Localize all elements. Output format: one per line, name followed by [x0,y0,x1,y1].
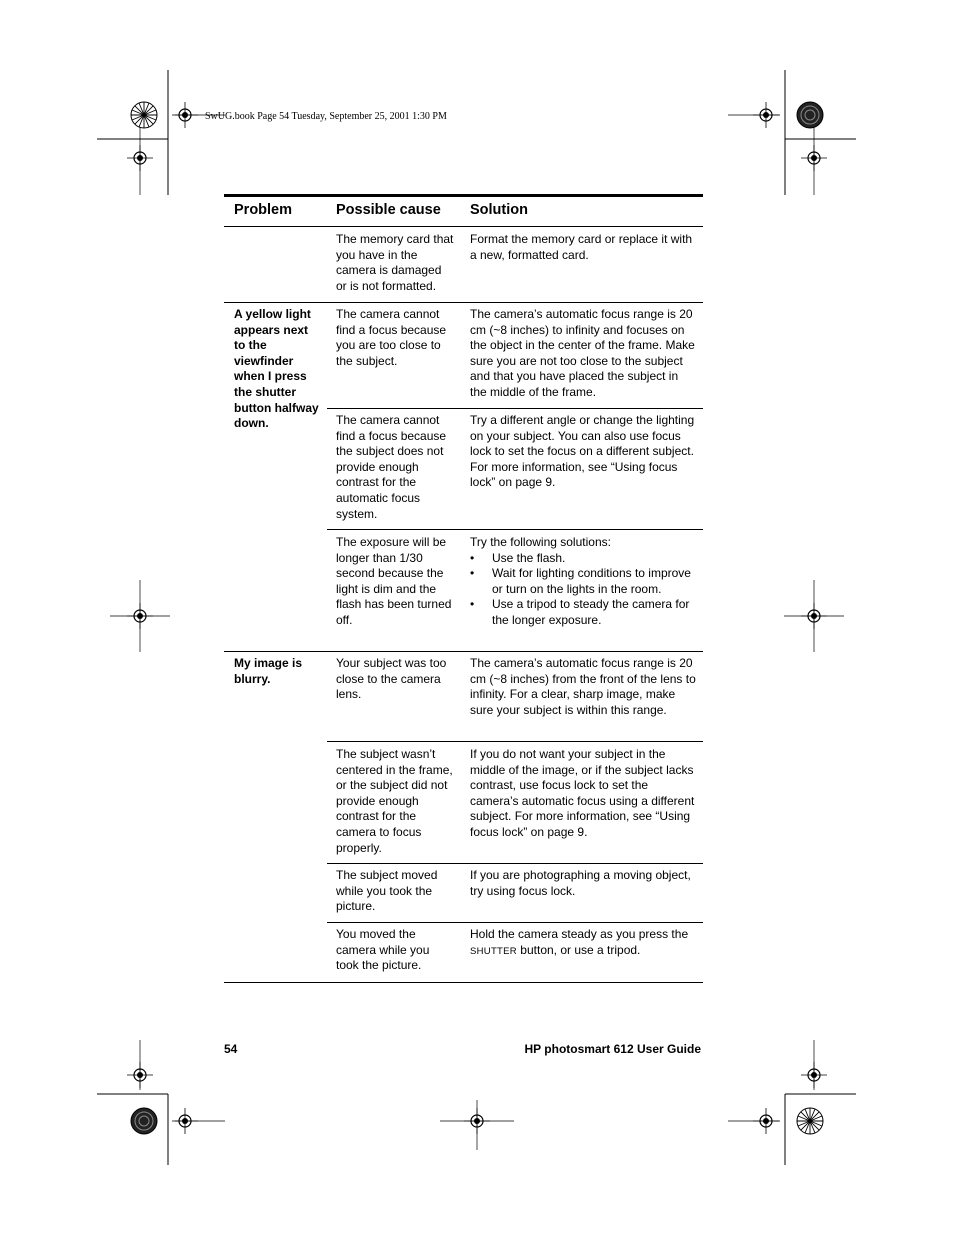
cause-cell: The camera cannot find a focus because you are too close to the subject. [336,307,447,368]
table-bottom-rule [224,982,703,983]
solution-text: Hold the camera steady as you press the [470,927,689,941]
cause-cell: You moved the camera while you took the picture. [336,927,430,973]
row-divider [327,408,703,409]
solution-cell: The camera’s automatic focus range is 20 cm (~8 inches) from the front of the lens to infinity. For a clear, sharp image, make sure your subject is within this range. [470,656,696,717]
solution-cell: The camera’s automatic focus range is 20 cm (~8 inches) to infinity and focuses on the object in the center of the frame. Make sure you are not too close to the subject and that you have placed the subject in the middle of the frame. [470,307,695,399]
row-divider [327,863,703,864]
problem-cell: A yellow light appears next to the viewfinder when I press the shutter button halfway down. [234,307,319,431]
cause-cell: Your subject was too close to the camera lens. [336,656,447,702]
footer-title: HP photosmart 612 User Guide [524,1042,701,1056]
solution-list [470,551,696,629]
header-problem: Problem [234,202,293,218]
solution-intro: Try the following solutions: [470,535,611,549]
problem-cell: My image is blurry. [234,656,303,686]
cause-cell: The camera cannot find a focus because the subject does not provide enough contrast for the automatic focus system. [336,413,447,521]
table-header-rule [224,226,703,227]
header-cause: Possible cause [336,202,441,218]
row-divider [327,529,703,530]
row-divider [327,922,703,923]
cause-cell: The exposure will be longer than 1/30 second because the light is dim and the flash has been turned off. [336,535,452,627]
solution-cell [470,535,696,629]
solution-text: button, or use a tripod. [516,942,641,957]
list-item: • Use the flash. [470,551,696,567]
header-solution: Solution [470,202,528,218]
row-divider [224,302,703,303]
shutter-button-label: SHUTTER [470,945,517,957]
solution-cell [470,927,696,959]
solution-cell: If you are photographing a moving object, try using focus lock. [470,868,691,898]
list-item: • Wait for lighting conditions to improve or turn on the lights in the room. [470,566,696,597]
solution-cell: Format the memory card or replace it with a new, formatted card. [470,232,693,262]
row-divider [327,741,703,742]
solution-cell: Try a different angle or change the lighting on your subject. You can also use focus lock to set the focus on a different subject. For more information, see “Using focus lock” on page 9. [470,413,695,490]
page-number: 54 [224,1042,238,1056]
list-item: • Use a tripod to steady the camera for the longer exposure. [470,597,696,628]
solution-cell: If you do not want your subject in the middle of the image, or if the subject lacks contrast, use focus lock to set the camera’s automatic focus using a different subject. For more information, see “Using focus lock” on page 9. [470,747,695,839]
cause-cell: The subject moved while you took the picture. [336,868,438,914]
cause-cell: The memory card that you have in the camera is damaged or is not formatted. [336,232,454,293]
row-divider [224,651,703,652]
cause-cell: The subject wasn’t centered in the frame, or the subject did not provide enough contrast for the camera to focus properly. [336,747,453,855]
table-top-rule [224,194,703,197]
print-slug: SwUG.book Page 54 Tuesday, September 25, 2001 1:30 PM [205,111,447,122]
